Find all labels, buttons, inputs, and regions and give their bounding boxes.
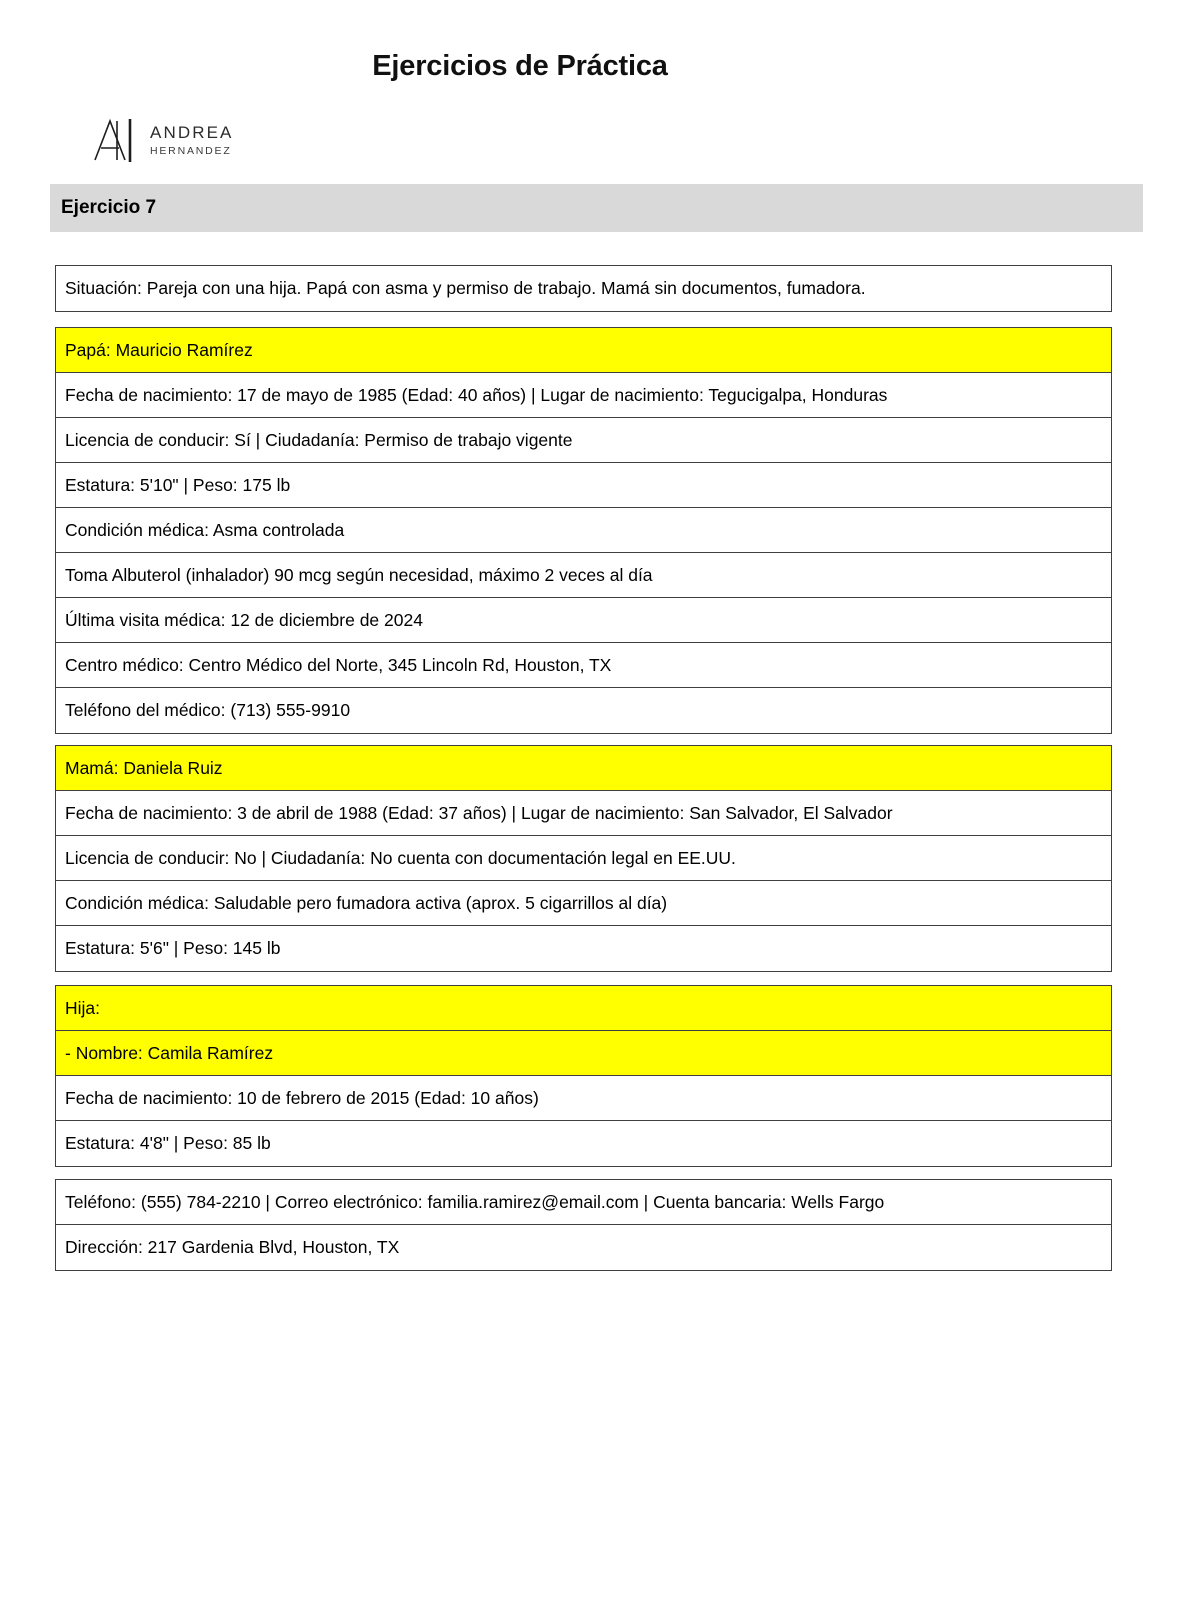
table-row: Fecha de nacimiento: 3 de abril de 1988 (Edad: 37 años) | Lugar de nacimiento: San Salvador, El Salvador xyxy=(56,791,1111,836)
brand-wordmark xyxy=(150,124,233,157)
table-row: Toma Albuterol (inhalador) 90 mcg según necesidad, máximo 2 veces al día xyxy=(56,553,1111,598)
table-row: Hija: xyxy=(56,986,1111,1031)
table-row: Teléfono: (555) 784-2210 | Correo electrónico: familia.ramirez@email.com | Cuenta bancaria: Wells Fargo xyxy=(56,1180,1111,1225)
table-row: Mamá: Daniela Ruiz xyxy=(56,746,1111,791)
brand-logo xyxy=(92,116,233,164)
brand-first-name: ANDREA xyxy=(150,122,234,142)
ah-monogram-icon xyxy=(92,117,142,163)
page-title: Ejercicios de Práctica xyxy=(372,50,668,82)
madre-info-table xyxy=(55,745,1112,972)
table-row: Última visita médica: 12 de diciembre de 2024 xyxy=(56,598,1111,643)
table-row: Dirección: 217 Gardenia Blvd, Houston, TX xyxy=(65,1237,400,1257)
table-row: Fecha de nacimiento: 17 de mayo de 1985 (Edad: 40 años) | Lugar de nacimiento: Tegucigalpa, Honduras xyxy=(56,373,1111,418)
table-row: - Nombre: Camila Ramírez xyxy=(56,1031,1111,1076)
table-row: Estatura: 4'8" | Peso: 85 lb xyxy=(65,1133,271,1153)
table-row: Estatura: 5'10" | Peso: 175 lb xyxy=(56,463,1111,508)
brand-last-name: HERNANDEZ xyxy=(150,144,232,157)
table-row: Licencia de conducir: Sí | Ciudadanía: Permiso de trabajo vigente xyxy=(56,418,1111,463)
table-row: Licencia de conducir: No | Ciudadanía: No cuenta con documentación legal en EE.UU. xyxy=(56,836,1111,881)
situacion-table xyxy=(55,265,1112,312)
table-row: Papá: Mauricio Ramírez xyxy=(56,328,1111,373)
table-row: Centro médico: Centro Médico del Norte, 345 Lincoln Rd, Houston, TX xyxy=(56,643,1111,688)
padre-info-table xyxy=(55,327,1112,734)
table-row: Condición médica: Saludable pero fumadora activa (aprox. 5 cigarrillos al día) xyxy=(56,881,1111,926)
table-row: Condición médica: Asma controlada xyxy=(56,508,1111,553)
table-row: Estatura: 5'6" | Peso: 145 lb xyxy=(65,938,281,958)
table-row: Situación: Pareja con una hija. Papá con asma y permiso de trabajo. Mamá sin documentos, fumadora. xyxy=(65,278,866,298)
contacto-table xyxy=(55,1179,1112,1271)
table-row: Teléfono del médico: (713) 555-9910 xyxy=(65,700,351,720)
hija-info-table xyxy=(55,985,1112,1167)
section-heading-label: Ejercicio 7 xyxy=(61,197,157,218)
section-heading-band xyxy=(50,184,1143,232)
table-row: Fecha de nacimiento: 10 de febrero de 2015 (Edad: 10 años) xyxy=(56,1076,1111,1121)
